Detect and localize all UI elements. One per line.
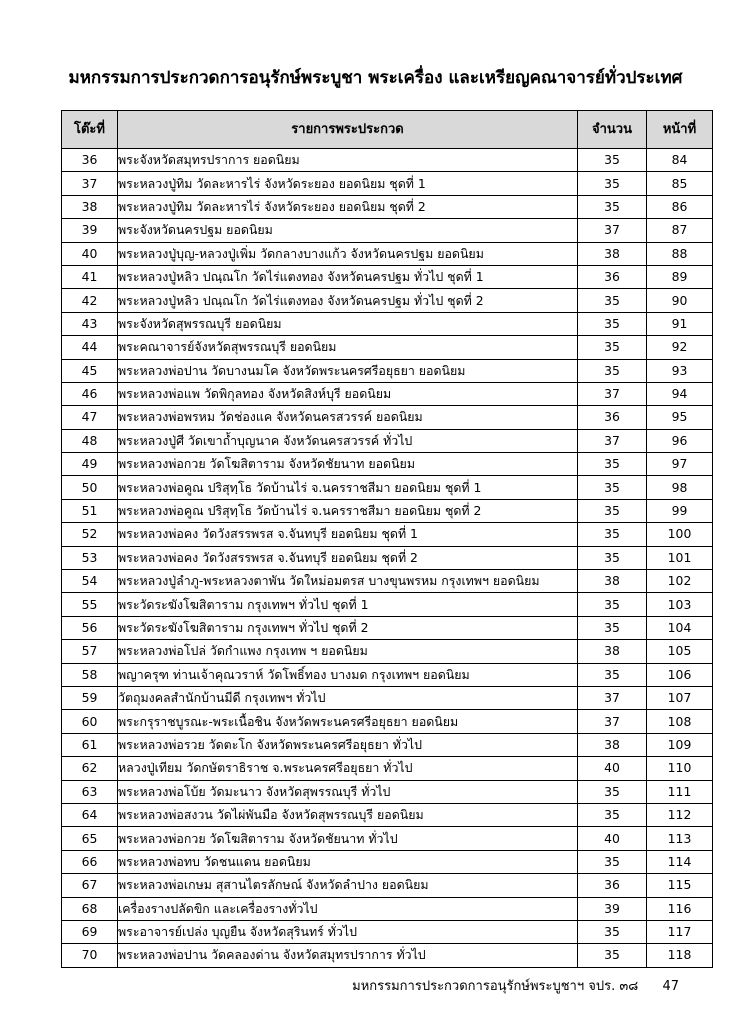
table-row	[62, 546, 713, 569]
cell-table-number: 57	[62, 640, 118, 663]
cell-count: 37	[578, 686, 647, 709]
cell-table-number: 44	[62, 336, 118, 359]
cell-item: พระหลวงปู่ศี วัดเขาถ้ำบุญนาค จังหวัดนครสวรรค์ ทั่วไป	[118, 429, 578, 452]
cell-count: 35	[578, 546, 647, 569]
cell-page: 91	[647, 312, 713, 335]
table-row	[62, 523, 713, 546]
cell-page: 101	[647, 546, 713, 569]
header-table-number: โต๊ะที่	[62, 111, 118, 149]
cell-table-number: 60	[62, 710, 118, 733]
cell-page: 116	[647, 897, 713, 920]
cell-item: พระหลวงพ่อโปล่ วัดกำแพง กรุงเทพ ฯ ยอดนิยม	[118, 640, 578, 663]
cell-table-number: 37	[62, 172, 118, 195]
table-row	[62, 710, 713, 733]
table-row	[62, 944, 713, 967]
cell-count: 39	[578, 897, 647, 920]
cell-table-number: 65	[62, 827, 118, 850]
table-row	[62, 850, 713, 873]
cell-table-number: 59	[62, 686, 118, 709]
cell-table-number: 39	[62, 219, 118, 242]
cell-count: 36	[578, 406, 647, 429]
cell-page: 88	[647, 242, 713, 265]
cell-table-number: 38	[62, 195, 118, 218]
table-row	[62, 663, 713, 686]
cell-page: 92	[647, 336, 713, 359]
cell-table-number: 46	[62, 382, 118, 405]
cell-page: 99	[647, 499, 713, 522]
page-number: 47	[662, 979, 679, 994]
cell-item: พระกรุราชบูรณะ-พระเนื้อชิน จังหวัดพระนครศรีอยุธยา ยอดนิยม	[118, 710, 578, 733]
cell-item: พระหลวงพ่อสงวน วัดไผ่พันมือ จังหวัดสุพรรณบุรี ยอดนิยม	[118, 803, 578, 826]
table-row	[62, 195, 713, 218]
cell-count: 35	[578, 663, 647, 686]
cell-page: 114	[647, 850, 713, 873]
cell-page: 95	[647, 406, 713, 429]
cell-item: พระจังหวัดสุพรรณบุรี ยอดนิยม	[118, 312, 578, 335]
cell-count: 40	[578, 827, 647, 850]
cell-table-number: 51	[62, 499, 118, 522]
cell-page: 112	[647, 803, 713, 826]
cell-count: 37	[578, 219, 647, 242]
cell-item: พระหลวงปู่ทิม วัดละหารไร่ จังหวัดระยอง ยอดนิยม ชุดที่ 1	[118, 172, 578, 195]
table-row	[62, 757, 713, 780]
cell-table-number: 40	[62, 242, 118, 265]
page-title: มหกรรมการประกวดการอนุรักษ์พระบูชา พระเครื่อง และเหรียญคณาจารย์ทั่วประเทศ	[68, 68, 683, 88]
cell-count: 35	[578, 359, 647, 382]
cell-count: 35	[578, 336, 647, 359]
cell-count: 35	[578, 593, 647, 616]
cell-count: 35	[578, 195, 647, 218]
table-row	[62, 780, 713, 803]
contest-table	[61, 110, 713, 968]
cell-table-number: 66	[62, 850, 118, 873]
cell-item: พระหลวงพ่อคูณ ปริสุทฺโธ วัดบ้านไร่ จ.นครราชสีมา ยอดนิยม ชุดที่ 2	[118, 499, 578, 522]
table-row	[62, 359, 713, 382]
cell-page: 110	[647, 757, 713, 780]
cell-item: เครื่องรางปลัดขิก และเครื่องรางทั่วไป	[118, 897, 578, 920]
cell-item: พระหลวงพ่อทบ วัดชนแดน ยอดนิยม	[118, 850, 578, 873]
cell-page: 115	[647, 874, 713, 897]
cell-page: 105	[647, 640, 713, 663]
cell-table-number: 55	[62, 593, 118, 616]
cell-count: 35	[578, 453, 647, 476]
cell-page: 90	[647, 289, 713, 312]
cell-page: 93	[647, 359, 713, 382]
table-row	[62, 640, 713, 663]
cell-item: พระหลวงพ่อกวย วัดโฆสิตาราม จังหวัดชัยนาท ทั่วไป	[118, 827, 578, 850]
table-row	[62, 312, 713, 335]
cell-count: 35	[578, 149, 647, 172]
cell-item: พระหลวงพ่อปาน วัดคลองด่าน จังหวัดสมุทรปราการ ทั่วไป	[118, 944, 578, 967]
cell-table-number: 62	[62, 757, 118, 780]
cell-item: พระอาจารย์เปล่ง บุญยืน จังหวัดสุรินทร์ ทั่วไป	[118, 920, 578, 943]
cell-page: 87	[647, 219, 713, 242]
table-row	[62, 686, 713, 709]
cell-count: 38	[578, 242, 647, 265]
table-row	[62, 429, 713, 452]
cell-item: พระคณาจารย์จังหวัดสุพรรณบุรี ยอดนิยม	[118, 336, 578, 359]
cell-item: หลวงปู่เทียม วัดกษัตราธิราช จ.พระนครศรีอยุธยา ทั่วไป	[118, 757, 578, 780]
cell-page: 97	[647, 453, 713, 476]
cell-count: 37	[578, 710, 647, 733]
cell-page: 102	[647, 570, 713, 593]
table-row	[62, 593, 713, 616]
table-row	[62, 172, 713, 195]
cell-table-number: 43	[62, 312, 118, 335]
cell-item: พระหลวงพ่อกวย วัดโฆสิตาราม จังหวัดชัยนาท ยอดนิยม	[118, 453, 578, 476]
cell-item: พระหลวงปู่หลิว ปณฺณโก วัดไร่แตงทอง จังหวัดนครปฐม ทั่วไป ชุดที่ 2	[118, 289, 578, 312]
cell-table-number: 50	[62, 476, 118, 499]
cell-page: 89	[647, 265, 713, 288]
table-row	[62, 242, 713, 265]
cell-count: 36	[578, 874, 647, 897]
cell-item: พระหลวงพ่อแพ วัดพิกุลทอง จังหวัดสิงห์บุรี ยอดนิยม	[118, 382, 578, 405]
table-row	[62, 499, 713, 522]
cell-page: 94	[647, 382, 713, 405]
cell-table-number: 41	[62, 265, 118, 288]
cell-item: พระหลวงปู่ลำภู-พระหลวงตาพัน วัดใหม่อมตรส บางขุนพรหม กรุงเทพฯ ยอดนิยม	[118, 570, 578, 593]
cell-page: 117	[647, 920, 713, 943]
cell-count: 35	[578, 312, 647, 335]
cell-page: 85	[647, 172, 713, 195]
cell-table-number: 67	[62, 874, 118, 897]
cell-page: 111	[647, 780, 713, 803]
table-row	[62, 406, 713, 429]
table-row	[62, 920, 713, 943]
cell-count: 38	[578, 733, 647, 756]
cell-page: 113	[647, 827, 713, 850]
table-row	[62, 289, 713, 312]
page-footer	[352, 975, 679, 996]
table-row	[62, 265, 713, 288]
cell-count: 35	[578, 172, 647, 195]
cell-count: 35	[578, 289, 647, 312]
table-row	[62, 874, 713, 897]
cell-item: พระหลวงพ่อคง วัดวังสรรพรส จ.จันทบุรี ยอดนิยม ชุดที่ 2	[118, 546, 578, 569]
header-item: รายการพระประกวด	[118, 111, 578, 149]
table-row	[62, 803, 713, 826]
cell-item: วัตถุมงคลสำนักบ้านมีดี กรุงเทพฯ ทั่วไป	[118, 686, 578, 709]
cell-table-number: 49	[62, 453, 118, 476]
cell-item: พระหลวงพ่อปาน วัดบางนมโค จังหวัดพระนครศรีอยุธยา ยอดนิยม	[118, 359, 578, 382]
cell-count: 35	[578, 523, 647, 546]
cell-page: 104	[647, 616, 713, 639]
header-count: จำนวน	[578, 111, 647, 149]
table-row	[62, 570, 713, 593]
cell-item: พระหลวงปู่ทิม วัดละหารไร่ จังหวัดระยอง ยอดนิยม ชุดที่ 2	[118, 195, 578, 218]
cell-page: 98	[647, 476, 713, 499]
table-row	[62, 897, 713, 920]
cell-page: 100	[647, 523, 713, 546]
cell-item: พระจังหวัดสมุทรปราการ ยอดนิยม	[118, 149, 578, 172]
cell-table-number: 52	[62, 523, 118, 546]
cell-page: 107	[647, 686, 713, 709]
cell-page: 103	[647, 593, 713, 616]
cell-table-number: 53	[62, 546, 118, 569]
cell-count: 37	[578, 429, 647, 452]
cell-count: 35	[578, 920, 647, 943]
cell-item: พระหลวงพ่อรวย วัดตะโก จังหวัดพระนครศรีอยุธยา ทั่วไป	[118, 733, 578, 756]
cell-table-number: 36	[62, 149, 118, 172]
footer-text: มหกรรมการประกวดการอนุรักษ์พระบูชาฯ จปร. ๓๘	[352, 979, 639, 994]
table-row	[62, 453, 713, 476]
table-row	[62, 149, 713, 172]
table-row	[62, 733, 713, 756]
cell-table-number: 42	[62, 289, 118, 312]
cell-item: พระจังหวัดนครปฐม ยอดนิยม	[118, 219, 578, 242]
cell-page: 109	[647, 733, 713, 756]
cell-item: พระหลวงพ่อคูณ ปริสุทฺโธ วัดบ้านไร่ จ.นครราชสีมา ยอดนิยม ชุดที่ 1	[118, 476, 578, 499]
cell-table-number: 47	[62, 406, 118, 429]
table-header	[62, 111, 713, 149]
cell-count: 35	[578, 499, 647, 522]
table-row	[62, 336, 713, 359]
cell-item: พระหลวงพ่อคง วัดวังสรรพรส จ.จันทบุรี ยอดนิยม ชุดที่ 1	[118, 523, 578, 546]
cell-count: 35	[578, 944, 647, 967]
table-row	[62, 616, 713, 639]
cell-page: 118	[647, 944, 713, 967]
cell-table-number: 45	[62, 359, 118, 382]
cell-count: 35	[578, 476, 647, 499]
cell-table-number: 48	[62, 429, 118, 452]
table-body	[62, 149, 713, 968]
cell-count: 35	[578, 780, 647, 803]
cell-table-number: 64	[62, 803, 118, 826]
cell-count: 40	[578, 757, 647, 780]
cell-table-number: 70	[62, 944, 118, 967]
cell-table-number: 63	[62, 780, 118, 803]
cell-count: 35	[578, 803, 647, 826]
cell-item: พระหลวงปู่บุญ-หลวงปู่เพิ่ม วัดกลางบางแก้ว จังหวัดนครปฐม ยอดนิยม	[118, 242, 578, 265]
table-row	[62, 476, 713, 499]
cell-item: พระหลวงพ่อโบ้ย วัดมะนาว จังหวัดสุพรรณบุรี ทั่วไป	[118, 780, 578, 803]
cell-page: 96	[647, 429, 713, 452]
header-page: หน้าที่	[647, 111, 713, 149]
cell-table-number: 61	[62, 733, 118, 756]
cell-table-number: 56	[62, 616, 118, 639]
cell-table-number: 54	[62, 570, 118, 593]
cell-item: พระวัดระฆังโฆสิตาราม กรุงเทพฯ ทั่วไป ชุดที่ 1	[118, 593, 578, 616]
cell-item: พระวัดระฆังโฆสิตาราม กรุงเทพฯ ทั่วไป ชุดที่ 2	[118, 616, 578, 639]
cell-table-number: 58	[62, 663, 118, 686]
table-row	[62, 219, 713, 242]
cell-count: 35	[578, 850, 647, 873]
cell-count: 37	[578, 382, 647, 405]
cell-count: 38	[578, 570, 647, 593]
cell-item: พระหลวงพ่อเกษม สุสานไตรลักษณ์ จังหวัดลำปาง ยอดนิยม	[118, 874, 578, 897]
cell-page: 108	[647, 710, 713, 733]
cell-item: พญาครุฑ ท่านเจ้าคุณวราห์ วัดโพธิ์ทอง บางมด กรุงเทพฯ ยอดนิยม	[118, 663, 578, 686]
cell-table-number: 69	[62, 920, 118, 943]
cell-count: 38	[578, 640, 647, 663]
table-row	[62, 382, 713, 405]
cell-item: พระหลวงพ่อพรหม วัดช่องแค จังหวัดนครสวรรค์ ยอดนิยม	[118, 406, 578, 429]
cell-item: พระหลวงปู่หลิว ปณฺณโก วัดไร่แตงทอง จังหวัดนครปฐม ทั่วไป ชุดที่ 1	[118, 265, 578, 288]
cell-page: 84	[647, 149, 713, 172]
cell-count: 36	[578, 265, 647, 288]
cell-table-number: 68	[62, 897, 118, 920]
cell-page: 86	[647, 195, 713, 218]
cell-page: 106	[647, 663, 713, 686]
table-row	[62, 827, 713, 850]
cell-count: 35	[578, 616, 647, 639]
